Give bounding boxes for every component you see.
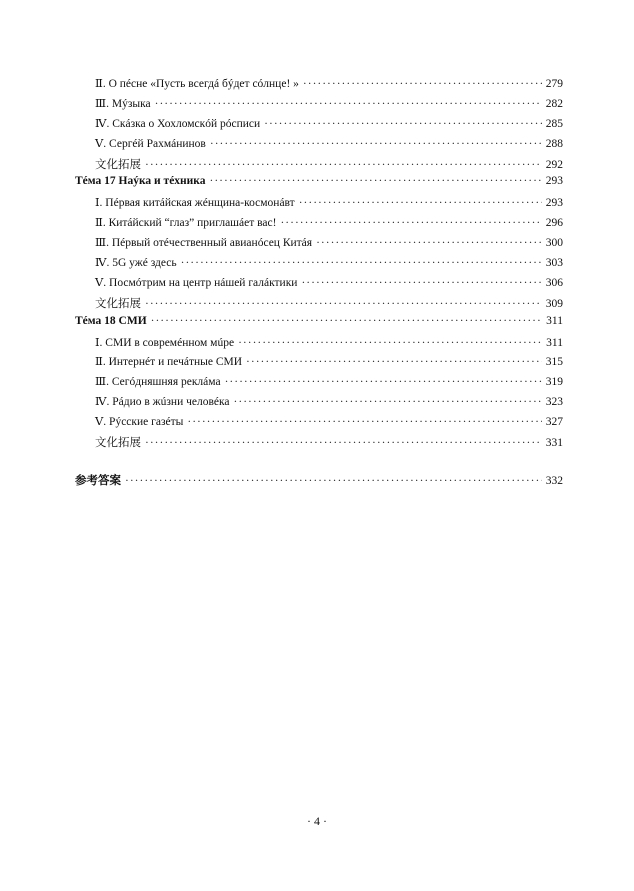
- toc-entry-page: 293: [545, 197, 563, 210]
- toc-chapter-title: Тéма 17 Наýка и тéхника: [75, 175, 206, 188]
- toc-chapter-page: 332: [545, 474, 563, 487]
- toc-entry-title: 文化拓展: [95, 437, 141, 450]
- toc-entry-page: 319: [545, 376, 563, 389]
- dot-leader: [234, 396, 542, 408]
- dot-leader: [181, 257, 542, 269]
- dot-leader: [303, 78, 542, 90]
- toc-entry-title: Ⅲ. Мýзыка: [95, 97, 151, 110]
- toc-entry-title: Ⅴ. Посмóтрим на центр нáшей галáктики: [95, 276, 298, 289]
- toc-entry: [75, 156, 563, 176]
- toc-entry: [75, 335, 563, 355]
- dot-leader: [301, 277, 541, 289]
- toc-entry-page: 300: [545, 237, 563, 250]
- toc-entry-title: Ⅲ. Сегóдняшняя реклáма: [95, 376, 221, 389]
- toc-entry-title: Ⅱ. Китáйский “глаз” приглашáет вас!: [95, 217, 277, 230]
- toc-entry: [75, 295, 563, 315]
- toc-chapter: [75, 175, 563, 195]
- toc-chapter-page: 311: [546, 314, 563, 327]
- toc-entry: [75, 394, 563, 414]
- toc-entry: [75, 255, 563, 275]
- dot-leader: [210, 175, 542, 187]
- toc-entry-page: 292: [545, 158, 563, 171]
- toc-entry-page: 327: [545, 416, 563, 429]
- toc-entry: [75, 434, 563, 454]
- toc-entry-title: Ⅴ. Рýсские газéты: [95, 416, 184, 429]
- toc-entry-title: Ⅲ. Пéрвый отéчественный авианóсец Китáя: [95, 237, 313, 250]
- toc-entry: [75, 96, 563, 116]
- toc-entry-page: 315: [545, 356, 563, 369]
- dot-leader: [210, 138, 542, 150]
- dot-leader: [187, 416, 541, 428]
- dot-leader: [246, 356, 542, 368]
- toc-entry: [75, 195, 563, 215]
- toc-entry-page: 285: [545, 117, 563, 130]
- toc-entry: [75, 76, 563, 96]
- toc-entry-page: 279: [545, 78, 563, 90]
- toc-chapter-page: 293: [545, 175, 563, 188]
- toc-entry: [75, 374, 563, 394]
- toc-entry-page: 331: [545, 437, 563, 450]
- dot-leader: [151, 315, 543, 327]
- toc-entry: [75, 414, 563, 434]
- toc-entry-page: 296: [545, 217, 563, 230]
- toc-entry-page: 306: [545, 276, 563, 289]
- toc-entry: [75, 354, 563, 374]
- toc-entry-title: Ⅴ. Сергéй Рахмáнинов: [95, 137, 206, 150]
- dot-leader: [145, 159, 542, 171]
- toc-entry: [75, 235, 563, 255]
- toc-entry: [75, 136, 563, 156]
- toc-entry-title: Ⅰ. Пéрвая китáйская жéнщина-космонáвт: [95, 197, 295, 210]
- toc-entry-title: Ⅱ. Интернéт и печáтные СМИ: [95, 356, 243, 369]
- toc-entry-page: 309: [545, 297, 563, 310]
- dot-leader: [155, 98, 542, 110]
- dot-leader: [125, 475, 542, 487]
- toc-entry: [75, 116, 563, 136]
- toc-chapter-title: 参考答案: [75, 474, 121, 487]
- toc-entry-title: Ⅳ. Рáдио в жúзни человéка: [95, 396, 230, 409]
- toc-entry-page: 311: [546, 336, 563, 349]
- dot-leader: [280, 217, 541, 229]
- toc-entry: [75, 215, 563, 235]
- toc-chapter: [75, 315, 563, 335]
- toc-entry-title: 文化拓展: [95, 297, 141, 310]
- toc-chapter-title: Тéма 18 СМИ: [75, 314, 147, 327]
- dot-leader: [145, 437, 542, 449]
- dot-leader: [225, 376, 542, 388]
- toc-entry-page: 323: [545, 396, 563, 409]
- toc-entry-page: 303: [545, 257, 563, 270]
- table-of-contents: [75, 76, 563, 492]
- dot-leader: [264, 118, 542, 130]
- dot-leader: [299, 197, 542, 209]
- dot-leader: [238, 337, 542, 349]
- toc-entry-title: Ⅰ. СМИ в совремéнном мúре: [95, 336, 235, 349]
- toc-entry-page: 288: [545, 137, 563, 150]
- dot-leader: [316, 237, 542, 249]
- dot-leader: [145, 298, 542, 310]
- toc-entry-title: Ⅱ. О пéсне «Пусть всегдá бýдет сóлнце! »: [95, 78, 299, 90]
- toc-entry-title: Ⅳ. 5G ужé здесь: [95, 257, 177, 270]
- page-number-footer: · 4 ·: [307, 814, 327, 828]
- toc-entry-title: 文化拓展: [95, 158, 141, 171]
- toc-entry-page: 282: [545, 97, 563, 110]
- toc-entry-title: Ⅳ. Скáзка о Хохломскóй рóсписи: [95, 117, 261, 130]
- toc-entry: [75, 275, 563, 295]
- toc-chapter-answers: [75, 472, 563, 492]
